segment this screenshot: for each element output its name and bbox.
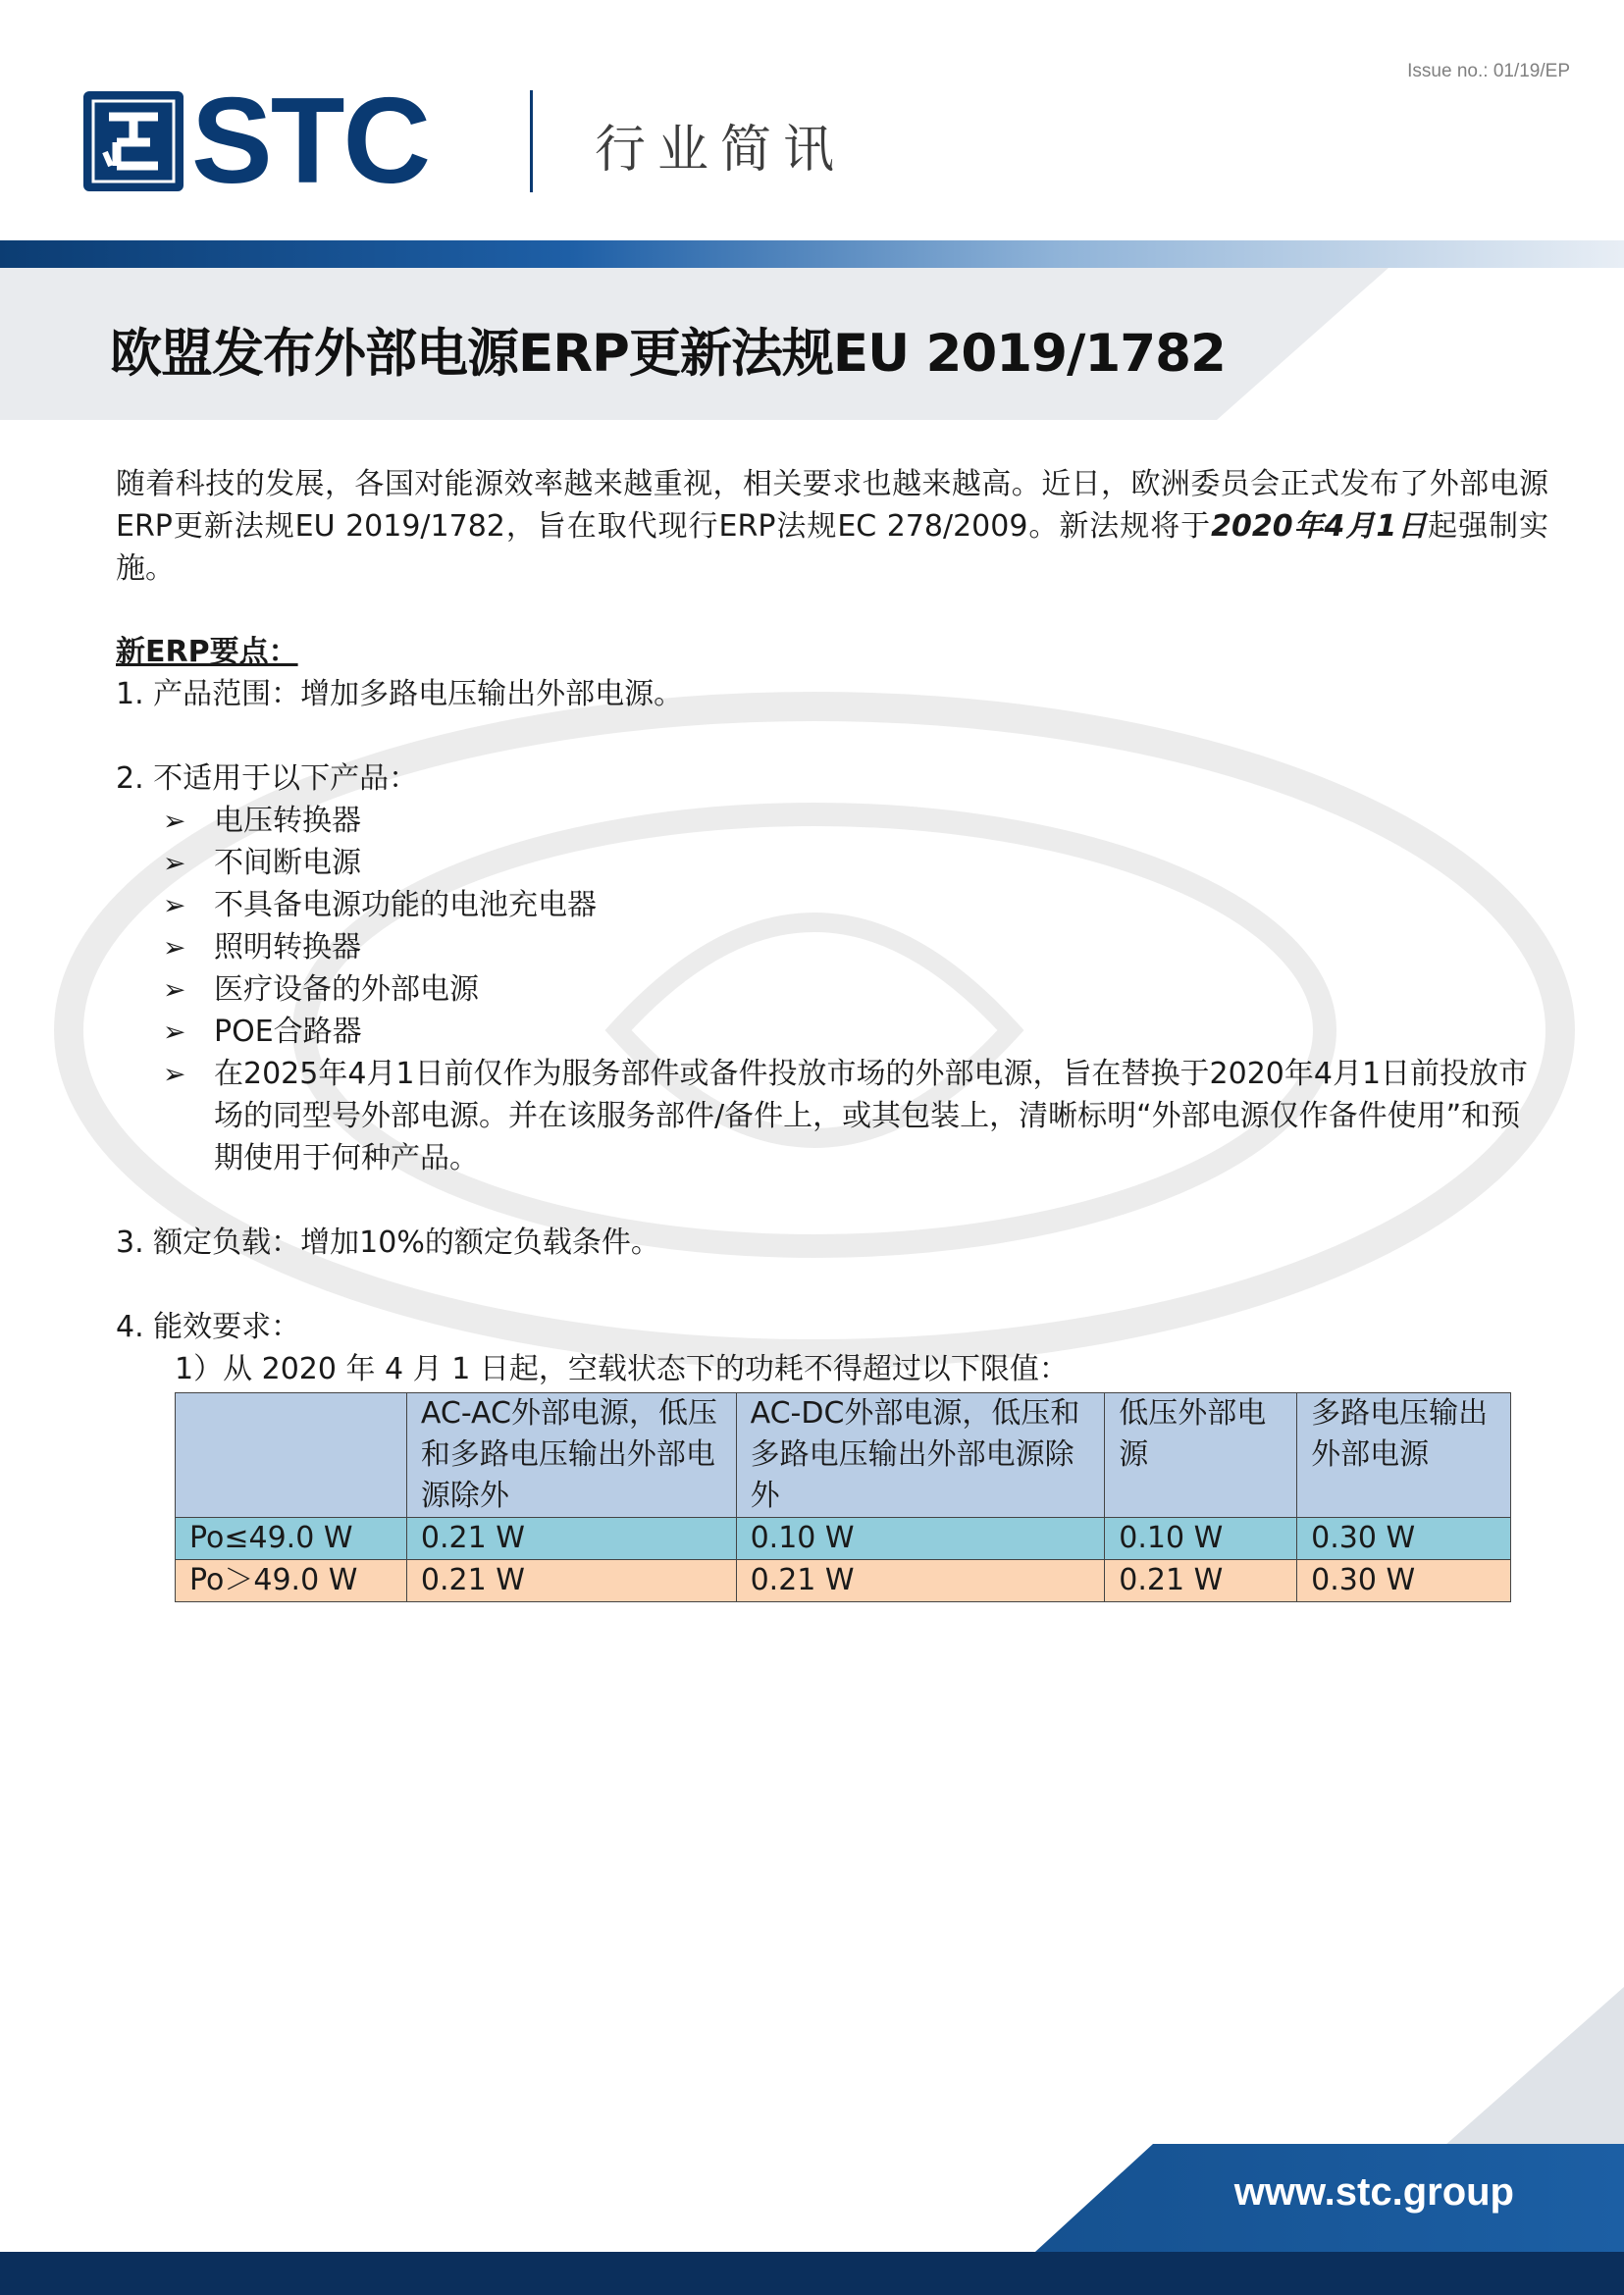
arrowhead-icon: ➢ bbox=[163, 973, 186, 1006]
table-header-cell: AC-DC外部电源，低压和多路电压输出外部电源除外 bbox=[736, 1393, 1105, 1518]
table-cell: 0.21 W bbox=[406, 1518, 736, 1560]
efficiency-subpoint: 1）从 2020 年 4 月 1 日起，空载状态下的功耗不得超过以下限值： bbox=[175, 1352, 1069, 1386]
header-color-band bbox=[0, 240, 1624, 268]
table-cell: 0.30 W bbox=[1297, 1518, 1511, 1560]
effective-date: 2020年4月1日 bbox=[1211, 509, 1429, 544]
arrowhead-icon: ➢ bbox=[163, 1016, 186, 1048]
website-link[interactable]: www.stc.group bbox=[1233, 2170, 1514, 2214]
logo-wordmark: STC bbox=[191, 74, 429, 209]
intro-suffix: 起强制实施。 bbox=[116, 509, 1549, 586]
table-cell: Po＞49.0 W bbox=[176, 1560, 407, 1602]
header-divider bbox=[530, 90, 533, 192]
document-title: 欧盟发布外部电源ERP更新法规EU 2019/1782 bbox=[110, 324, 1226, 384]
intro-text: 随着科技的发展，各国对能源效率越来越重视，相关要求也越来越高。近日，欧洲委员会正式发布了外部电源ERP更新法规EU 2019/1782，旨在取代现行ERP法规EC 278/2009。新法规将于 bbox=[116, 467, 1548, 544]
document-body bbox=[116, 463, 1548, 1602]
table-header-cell bbox=[176, 1393, 407, 1518]
table-cell: 0.21 W bbox=[736, 1560, 1105, 1602]
list-item: ➢ 在2025年4月1日前仅作为服务部件或备件投放市场的外部电源，旨在替换于2020年4月1日前投放市场的同型号外部电源。并在该服务部件/备件上，或其包装上，清晰标明“外部电源仅作备件使用”和预期使用于何种产品。 bbox=[163, 1053, 1548, 1179]
list-item: ➢ 不具备电源功能的电池充电器 bbox=[163, 884, 1548, 926]
stc-logo bbox=[83, 74, 429, 209]
arrowhead-icon: ➢ bbox=[163, 931, 186, 964]
exclusion-list bbox=[116, 800, 1548, 1179]
list-item: ➢ 照明转换器 bbox=[163, 926, 1548, 968]
arrowhead-icon: ➢ bbox=[163, 805, 186, 837]
stc-logo-mark-icon bbox=[83, 91, 183, 191]
table-cell: 0.30 W bbox=[1297, 1560, 1511, 1602]
table-cell: Po≤49.0 W bbox=[176, 1518, 407, 1560]
table-row bbox=[176, 1518, 1511, 1560]
footer-bar bbox=[0, 2252, 1624, 2295]
table-row bbox=[176, 1560, 1511, 1602]
table-header-row bbox=[176, 1393, 1511, 1518]
point-efficiency: 4. 能效要求： bbox=[116, 1310, 301, 1344]
table-cell: 0.21 W bbox=[406, 1560, 736, 1602]
point-exclusions: 2. 不适用于以下产品： bbox=[116, 761, 419, 796]
table-header-cell: AC-AC外部电源，低压和多路电压输出外部电源除外 bbox=[406, 1393, 736, 1518]
list-item: ➢ 不间断电源 bbox=[163, 842, 1548, 884]
power-limit-table bbox=[175, 1392, 1511, 1602]
arrowhead-icon: ➢ bbox=[163, 847, 186, 879]
table-header-cell: 多路电压输出外部电源 bbox=[1297, 1393, 1511, 1518]
intro-paragraph bbox=[116, 463, 1548, 590]
table-cell: 0.21 W bbox=[1105, 1560, 1297, 1602]
point-scope: 1. 产品范围：增加多路电压输出外部电源。 bbox=[116, 677, 684, 711]
table-header-cell: 低压外部电源 bbox=[1105, 1393, 1297, 1518]
table-cell: 0.10 W bbox=[736, 1518, 1105, 1560]
list-item: ➢ 电压转换器 bbox=[163, 800, 1548, 842]
point-rated-load: 3. 额定负载：增加10%的额定负载条件。 bbox=[116, 1226, 660, 1260]
table-cell: 0.10 W bbox=[1105, 1518, 1297, 1560]
arrowhead-icon: ➢ bbox=[163, 1058, 186, 1090]
section-heading: 新ERP要点： bbox=[116, 635, 298, 669]
header-subtitle: 行业简讯 bbox=[595, 121, 847, 180]
list-item: ➢ POE合路器 bbox=[163, 1011, 1548, 1053]
arrowhead-icon: ➢ bbox=[163, 889, 186, 921]
list-item: ➢ 医疗设备的外部电源 bbox=[163, 968, 1548, 1011]
issue-number: Issue no.: 01/19/EP bbox=[1407, 61, 1570, 81]
